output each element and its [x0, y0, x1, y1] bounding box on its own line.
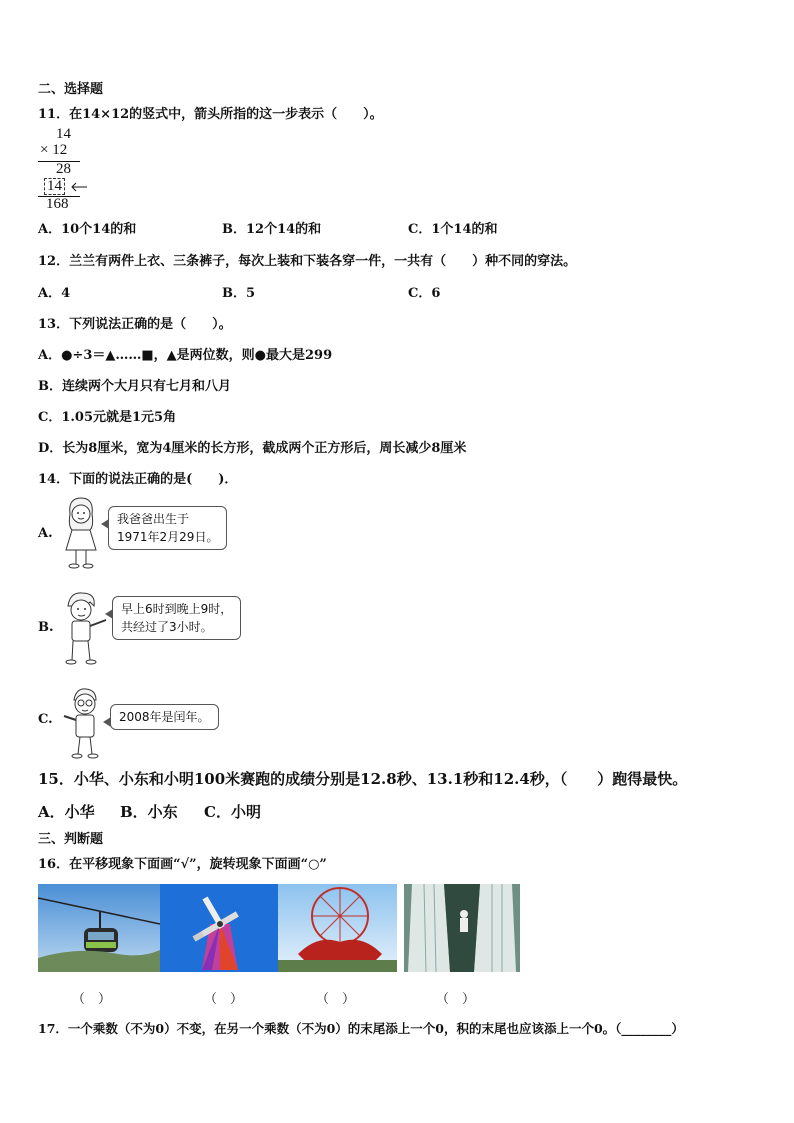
- option-c[interactable]: C．1个14的和: [408, 222, 498, 237]
- answer-paren-4[interactable]: （ ）: [436, 992, 476, 1007]
- cable-car-image: [38, 884, 160, 972]
- answer-paren-2[interactable]: （ ）: [204, 992, 244, 1007]
- option-b[interactable]: B．12个14的和: [222, 222, 322, 237]
- option-a[interactable]: A．小华: [38, 803, 95, 821]
- girl-illustration: [60, 496, 102, 570]
- question-stem: 11．在14×12的竖式中，箭头所指的这一步表示（ ）。: [38, 107, 383, 122]
- option-a-letter[interactable]: A.: [38, 526, 53, 541]
- section-title: 二、选择题: [38, 82, 104, 97]
- bubble-line2: 共经过了3小时。: [121, 620, 213, 634]
- option-b-letter[interactable]: B.: [38, 620, 54, 635]
- option-a[interactable]: A．4: [38, 286, 71, 301]
- speech-bubble: [108, 506, 227, 550]
- question-stem: 16．在平移现象下面画“√”，旋转现象下面画“○”: [38, 857, 327, 872]
- speech-bubble: [110, 704, 219, 730]
- boy-illustration: [60, 590, 110, 666]
- question-stem: 17．一个乘数（不为0）不变，在另一个乘数（不为0）的末尾添上一个0，积的末尾也应该添上一个0。（________）: [38, 1021, 684, 1036]
- question-stem: 14．下面的说法正确的是( )．: [38, 472, 238, 487]
- vertical-line3: 28: [56, 161, 71, 177]
- boy-glasses-illustration: [62, 686, 108, 760]
- option-b[interactable]: B．5: [222, 286, 256, 301]
- option-b[interactable]: B．连续两个大月只有七月和八月: [38, 379, 231, 394]
- bubble-line1: 我爸爸出生于: [117, 512, 190, 526]
- option-d[interactable]: D．长为8厘米，宽为4厘米的长方形，截成两个正方形后，周长减少8厘米: [38, 441, 467, 456]
- vertical-multiplication: [36, 126, 86, 212]
- escalator-image: [404, 884, 520, 972]
- option-c-letter[interactable]: C.: [38, 712, 53, 727]
- bubble-line1: 2008年是闰年。: [119, 710, 210, 724]
- windmill-image: [160, 884, 278, 972]
- option-a[interactable]: A．●÷3＝▲……■，▲是两位数，则●最大是299: [38, 348, 333, 363]
- arrow-left-icon: [70, 182, 88, 192]
- vertical-line1: 14: [56, 126, 71, 142]
- answer-paren-1[interactable]: （ ）: [72, 992, 112, 1007]
- ferris-wheel-image: [278, 884, 397, 972]
- vertical-line4-boxed: 14: [44, 178, 65, 195]
- answer-paren-3[interactable]: （ ）: [316, 992, 356, 1007]
- option-c[interactable]: C．1.05元就是1元5角: [38, 410, 177, 425]
- option-c[interactable]: C．6: [408, 286, 441, 301]
- option-c[interactable]: C．小明: [204, 803, 261, 821]
- option-b[interactable]: B．小东: [120, 803, 178, 821]
- vertical-line5: 168: [46, 196, 69, 212]
- speech-bubble: [112, 596, 241, 640]
- option-a[interactable]: A．10个14的和: [38, 222, 137, 237]
- bubble-line1: 早上6时到晚上9时，: [121, 602, 233, 616]
- bubble-line2: 1971年2月29日。: [117, 530, 219, 544]
- section-title: 三、判断题: [38, 832, 104, 847]
- vertical-line2: × 12: [40, 142, 68, 158]
- question-stem: 12．兰兰有两件上衣、三条裤子，每次上装和下装各穿一件，一共有（ ）种不同的穿法。: [38, 254, 577, 269]
- question-stem: 13．下列说法正确的是（ ）。: [38, 317, 232, 332]
- question-stem: 15．小华、小东和小明100米赛跑的成绩分别是12.8秒、13.1秒和12.4秒，（ ）跑得最快。: [38, 770, 688, 788]
